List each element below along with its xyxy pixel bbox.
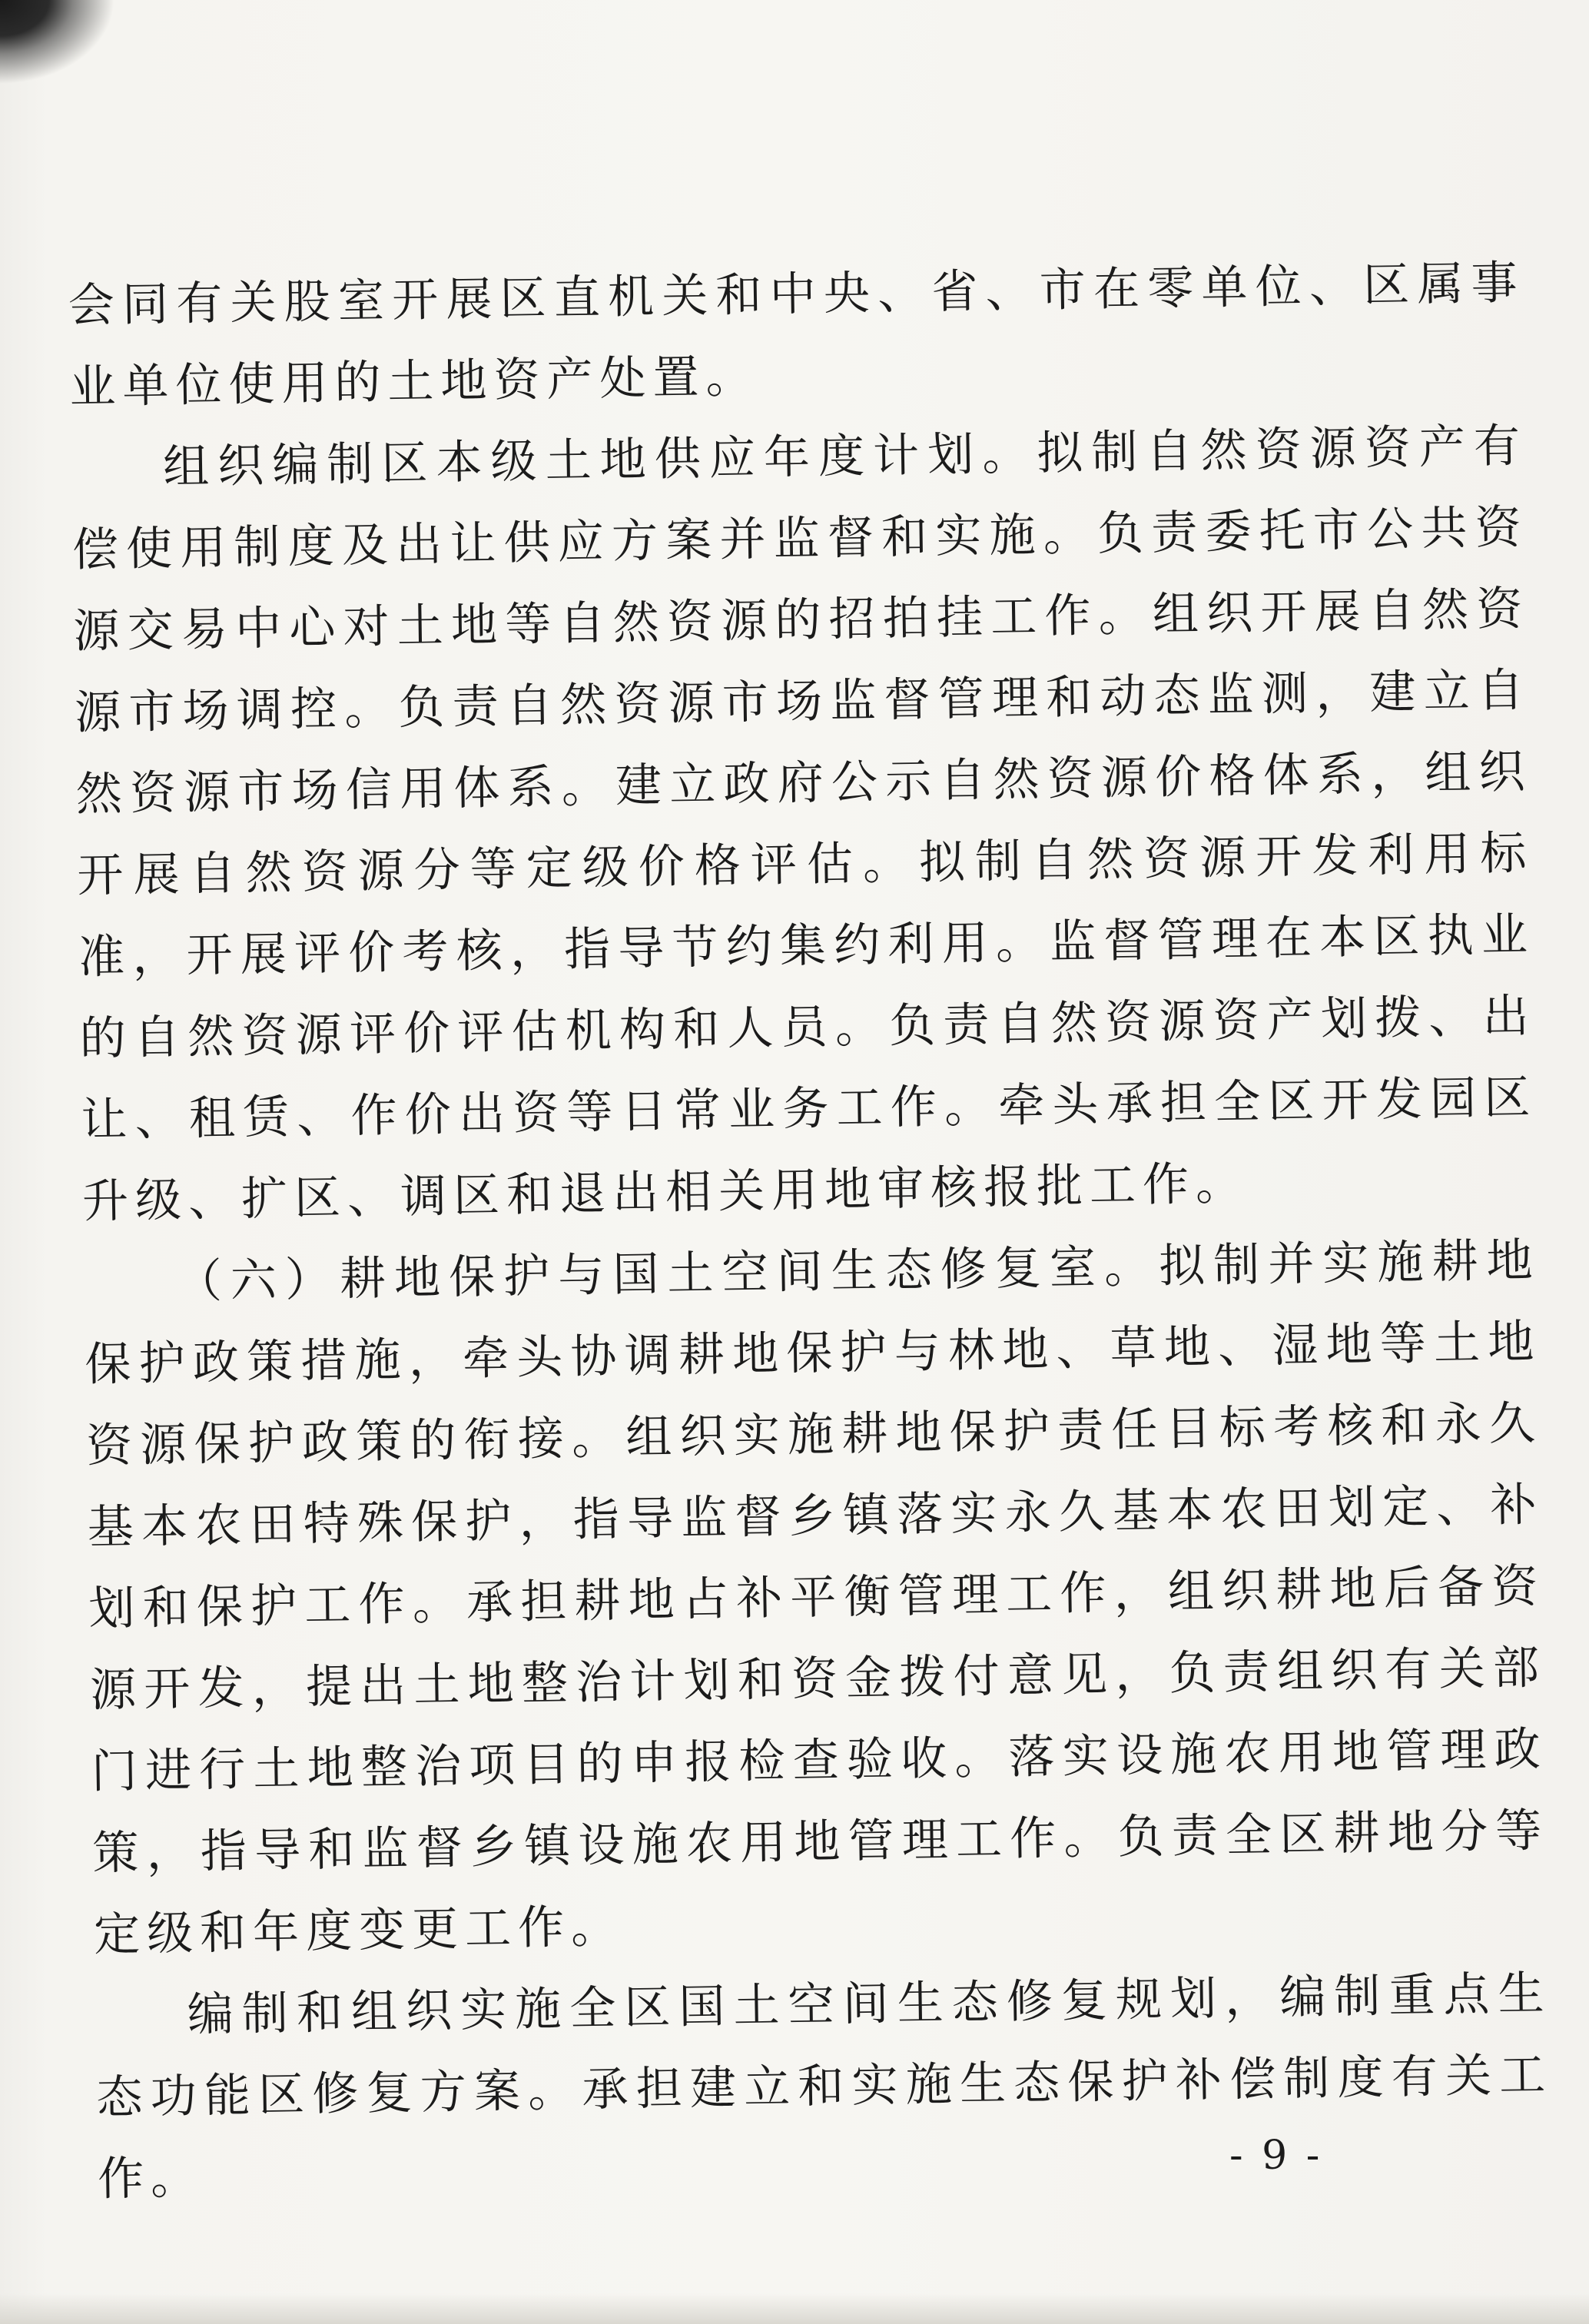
- document-body: [68, 242, 1554, 2219]
- page-number: - 9 -: [1229, 2133, 1323, 2179]
- paragraph-section-six: （六）耕地保护与国土空间生态修复室。拟制并实施耕地保护政策措施，牵头协调耕地保护与林地、草地、湿地等土地资源保护政策的衔接。组织实施耕地保护责任目标考核和永久基本农田特殊保护，指导监督乡镇落实永久基本农田划定、补划和保护工作。承担耕地占补平衡管理工作，组织耕地后备资源开发，提出土地整治计划和资金拨付意见，负责组织有关部门进行土地整治项目的申报检查验收。落实设施农用地管理政策，指导和监督乡镇设施农用地管理工作。负责全区耕地分等定级和年度变更工作。: [84, 1233, 1549, 1962]
- scan-corner-shadow: [0, 0, 115, 85]
- paragraph-ecological-restoration: 编制和组织实施全区国土空间生态修复规划，编制重点生态功能区修复方案。承担建立和实施生态保护补偿制度有关工作。: [95, 1966, 1553, 2206]
- paragraph-land-supply: 组织编制区本级土地供应年度计划。拟制自然资源资产有偿使用制度及出让供应方案并监督和实施。负责委托市公共资源交易中心对土地等自然资源的招拍挂工作。组织开展自然资源市场调控。负责自然资源市场监督管理和动态监测，建立自然资源市场信用体系。建立政府公示自然资源价格体系，组织开展自然资源分等定级价格评估。拟制自然资源开发利用标准，开展评价考核，指导节约集约利用。监督管理在本区执业的自然资源评价评估机构和人员。负责自然资源资产划拨、出让、租赁、作价出资等日常业务工作。牵头承担全区开发园区升级、扩区、调区和退出相关用地审核报批工作。: [71, 419, 1538, 1229]
- scan-bottom-edge: [0, 2293, 1589, 2324]
- paragraph-continuation: 会同有关股室开展区直机关和中央、省、市在零单位、区属事业单位使用的土地资产处置。: [68, 256, 1525, 414]
